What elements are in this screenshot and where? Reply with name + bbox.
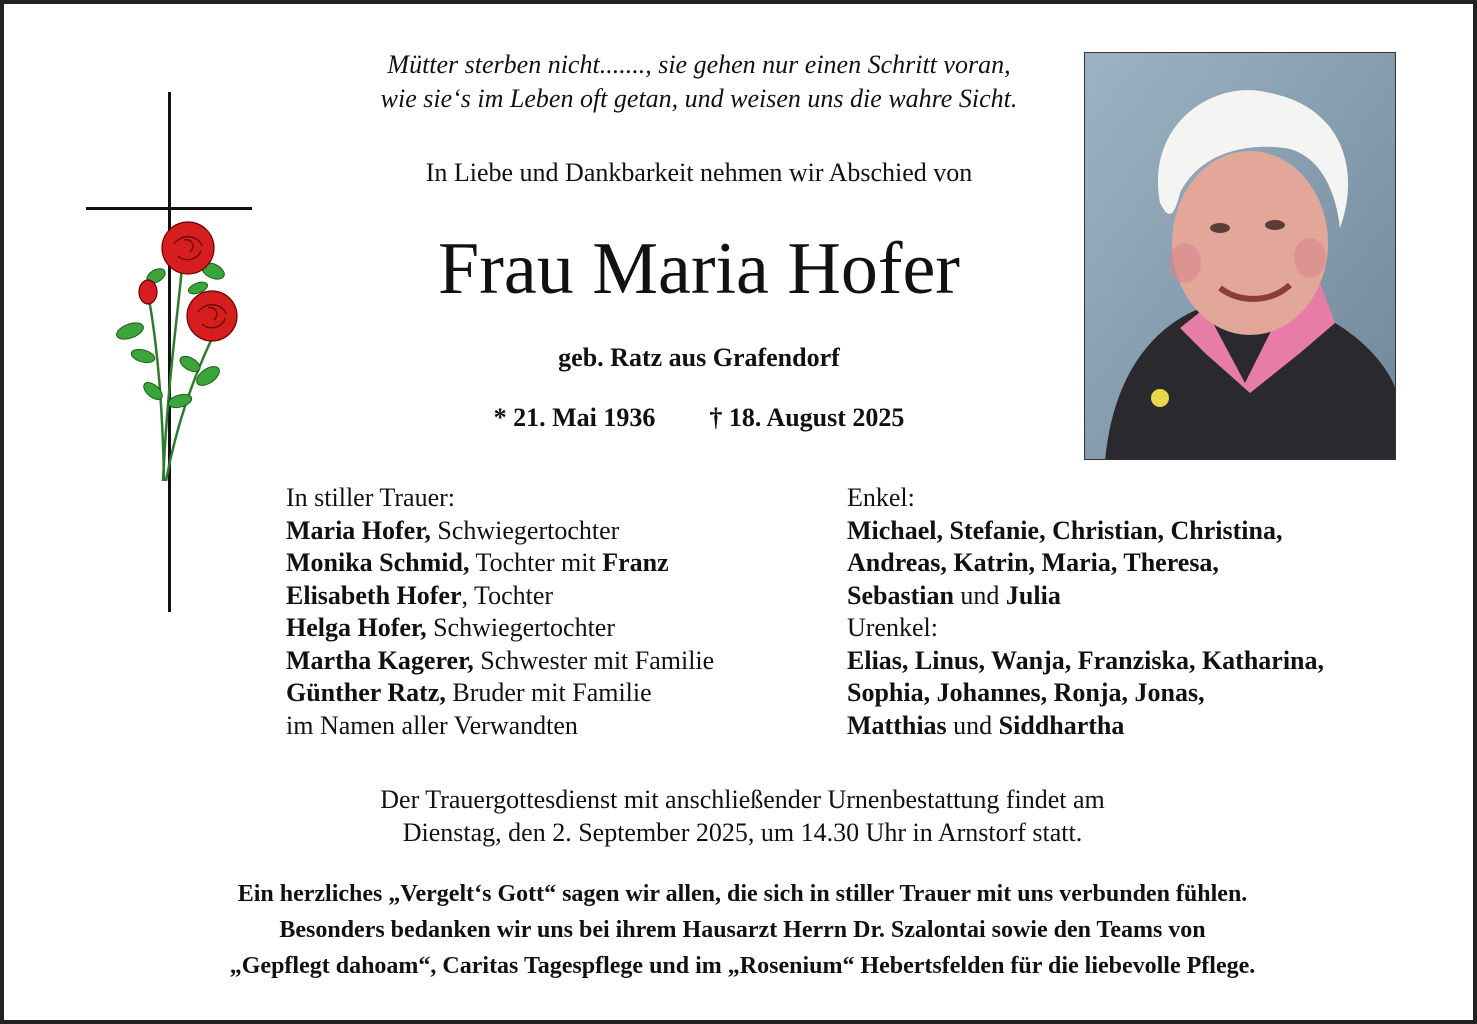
mourner-relation: Schwester mit Familie: [473, 645, 715, 675]
mourners-closing: im Namen aller Verwandten: [286, 710, 578, 740]
grandchildren-line: Michael, Stefanie, Christian, Christina,: [847, 515, 1283, 545]
mourner-extra: Franz: [602, 548, 669, 577]
mourner-relation: , Tochter: [461, 580, 554, 610]
great-grandchild-name: Siddhartha: [998, 710, 1125, 740]
mourner-name: Maria Hofer,: [286, 515, 431, 545]
service-info: [204, 783, 1281, 849]
grandchildren-line: [847, 580, 1447, 613]
motto-line: Mütter sterben nicht......., sie gehen nur einen Schritt voran,: [387, 50, 1011, 79]
thanks-text: [64, 876, 1421, 984]
service-line: Dienstag, den 2. September 2025, um 14.30 Uhr in Arnstorf statt.: [402, 818, 1083, 847]
mourner-row: [286, 612, 826, 645]
birth-date: * 21. Mai 1936: [493, 403, 656, 432]
mourners-list: [286, 482, 826, 742]
thanks-line: Ein herzliches „Vergelt‘s Gott“ sagen wir allen, die sich in stiller Trauer mit uns verbunden fühlen.: [237, 881, 1248, 907]
mourner-relation: Bruder mit Familie: [445, 678, 652, 707]
mourner-name: Martha Kagerer,: [286, 645, 474, 675]
great-grandchildren-heading: Urenkel:: [847, 613, 938, 642]
motto-verse: [304, 48, 1094, 116]
mourner-name: Günther Ratz,: [286, 678, 446, 707]
mourners-heading: In stiller Trauer:: [286, 483, 455, 512]
great-grandchildren-line: Elias, Linus, Wanja, Franziska, Katharina,: [847, 645, 1325, 675]
thanks-line: „Gepflegt dahoam“, Caritas Tagespflege und im „Rosenium“ Hebertsfelden für die liebevolle Pflege.: [229, 953, 1256, 979]
grandchildren-list: [847, 482, 1447, 742]
birth-name: geb. Ratz aus Grafendorf: [558, 343, 840, 372]
mourner-row: [286, 547, 826, 580]
mourner-row: [286, 515, 826, 548]
mourner-relation: Schwiegertochter: [430, 515, 620, 545]
mourner-name: Helga Hofer,: [286, 613, 427, 642]
conjunction: und: [946, 710, 999, 740]
mourner-name: Monika Schmid,: [286, 548, 470, 577]
mourner-row: [286, 645, 826, 678]
life-dates: [304, 401, 1094, 435]
portrait-image: [1085, 53, 1396, 460]
great-grandchildren-line: [847, 710, 1447, 743]
intro-text: In Liebe und Dankbarkeit nehmen wir Abschied von: [425, 158, 973, 187]
motto-line: wie sie‘s im Leben oft getan, und weisen uns die wahre Sicht.: [380, 84, 1018, 113]
service-line: Der Trauergottesdienst mit anschließender Urnenbestattung findet am: [380, 785, 1105, 814]
roses-icon: [108, 216, 238, 486]
grandchildren-line: Andreas, Katrin, Maria, Theresa,: [847, 548, 1219, 577]
grandchild-name: Sebastian: [847, 580, 954, 610]
great-grandchild-name: Matthias: [847, 710, 947, 740]
conjunction: und: [953, 580, 1006, 610]
cross-horizontal-bar: [86, 207, 252, 210]
great-grandchildren-line: Sophia, Johannes, Ronja, Jonas,: [847, 678, 1205, 707]
grandchild-name: Julia: [1005, 580, 1061, 610]
grandchildren-heading: Enkel:: [847, 483, 915, 512]
deceased-name: Frau Maria Hofer: [438, 228, 960, 310]
death-date: † 18. August 2025: [709, 403, 905, 432]
portrait-photo: [1084, 52, 1396, 460]
mourner-relation: Tochter mit: [469, 548, 603, 577]
mourner-row: [286, 677, 826, 710]
mourner-relation: Schwiegertochter: [426, 613, 615, 642]
mourner-name: Elisabeth Hofer: [286, 580, 462, 610]
mourner-row: [286, 580, 826, 613]
thanks-line: Besonders bedanken wir uns bei ihrem Hausarzt Herrn Dr. Szalontai sowie den Teams von: [279, 917, 1206, 943]
